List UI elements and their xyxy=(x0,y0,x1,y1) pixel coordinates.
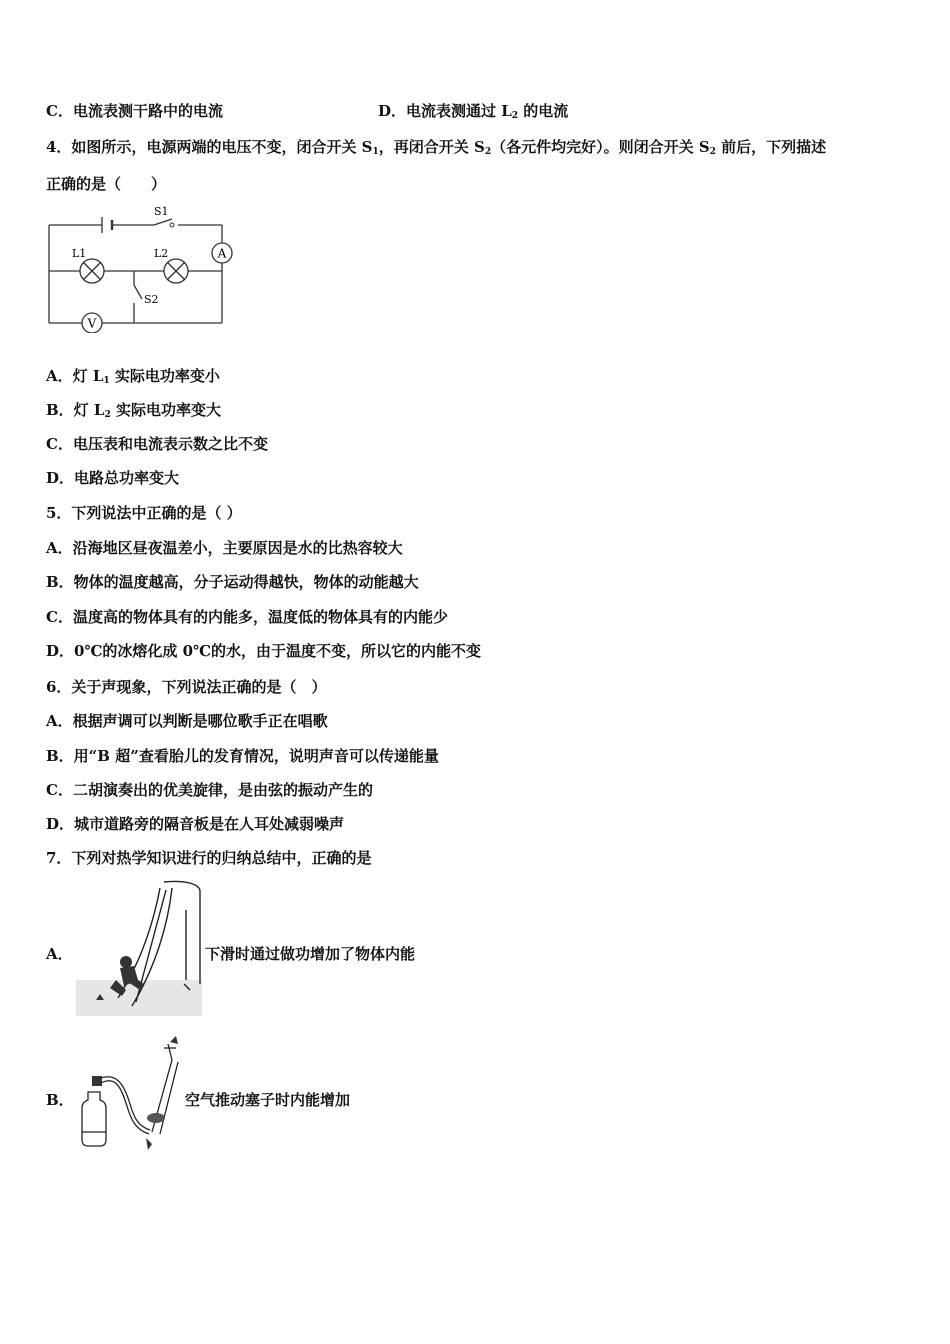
q7-option-a-text: 下滑时通过做功增加了物体内能 xyxy=(205,945,416,963)
prev-option-c: C．电流表测干路中的电流 xyxy=(46,102,223,120)
ammeter-icon xyxy=(212,243,232,263)
q5-option-a[interactable]: A．沿海地区昼夜温差小，主要原因是水的比热容较大 xyxy=(46,539,403,557)
q4-option-a[interactable]: A．灯 $L_1$ 实际电功率变小 xyxy=(46,367,220,386)
voltmeter-icon xyxy=(82,313,102,333)
q7-stem: 7．下列对热学知识进行的归纳总结中，正确的是 xyxy=(46,849,372,867)
q4-stem-line1: 4．如图所示，电源两端的电压不变，闭合开关 $S_1$，再闭合开关 $S_2$（各元件均完好）。则闭合开关 $S_2$ 前后，下列描述 xyxy=(46,138,827,157)
slide-figure xyxy=(76,880,202,1018)
q4-option-b[interactable]: B．灯 $L_2$ 实际电功率变大 xyxy=(46,401,221,420)
q4-option-d[interactable]: D．电路总功率变大 xyxy=(46,469,180,487)
lamp-l1-icon xyxy=(80,259,104,283)
q7-option-a-label[interactable]: A． xyxy=(46,945,73,963)
q6-option-d[interactable]: D．城市道路旁的隔音板是在人耳处减弱噪声 xyxy=(46,815,345,833)
q5-option-d[interactable]: D．0℃的冰熔化成 0℃的水，由于温度不变，所以它的内能不变 xyxy=(46,642,482,660)
svg-text:V: V xyxy=(87,316,97,331)
s2-label: S2 xyxy=(144,293,159,306)
battery-icon xyxy=(102,217,112,233)
l1-label: L1 xyxy=(72,247,87,260)
q4-option-c[interactable]: C．电压表和电流表示数之比不变 xyxy=(46,435,268,453)
circuit-diagram xyxy=(44,203,244,333)
q7-option-b-text: 空气推动塞子时内能增加 xyxy=(185,1091,351,1109)
q6-stem: 6．关于声现象，下列说法正确的是（ ） xyxy=(46,678,327,696)
l2-label: L2 xyxy=(154,247,169,260)
svg-text:A: A xyxy=(217,246,227,261)
s1-label: S1 xyxy=(154,205,169,218)
q5-stem: 5．下列说法中正确的是（ ） xyxy=(46,504,242,522)
q5-option-b[interactable]: B．物体的温度越高，分子运动得越快，物体的动能越大 xyxy=(46,573,419,591)
lamp-l2-icon xyxy=(164,259,188,283)
q5-option-c[interactable]: C．温度高的物体具有的内能多，温度低的物体具有的内能少 xyxy=(46,608,448,626)
q6-option-b[interactable]: B．用“B 超”查看胎儿的发育情况，说明声音可以传递能量 xyxy=(46,747,439,765)
q4-stem-line2: 正确的是（ ） xyxy=(46,175,167,193)
q6-option-a[interactable]: A．根据声调可以判断是哪位歌手正在唱歌 xyxy=(46,712,328,730)
prev-option-d: D．电流表测通过 $L_2$ 的电流 xyxy=(378,102,569,121)
q6-option-c[interactable]: C．二胡演奏出的优美旋律，是由弦的振动产生的 xyxy=(46,781,373,799)
q7-option-b-label[interactable]: B． xyxy=(46,1091,74,1109)
pump-bottle-figure xyxy=(72,1034,188,1152)
